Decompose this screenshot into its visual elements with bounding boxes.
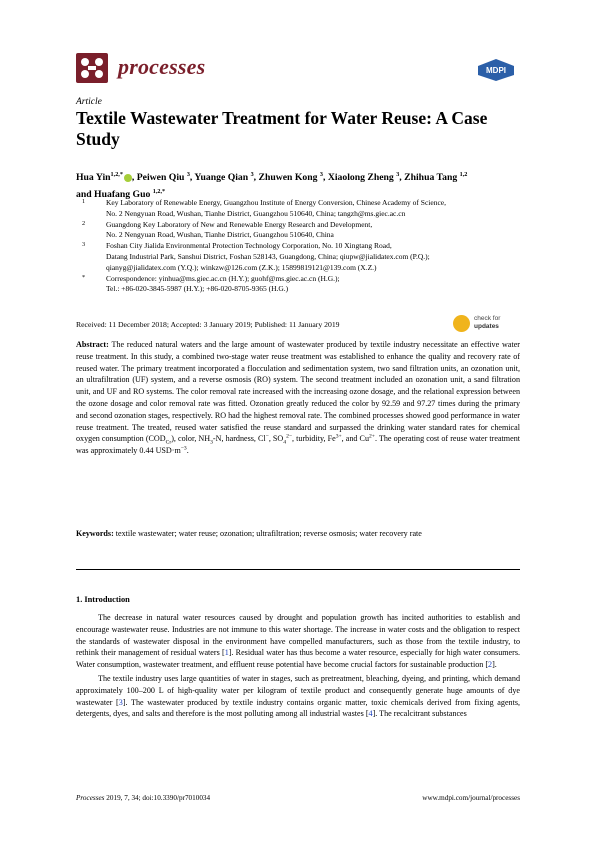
author-name[interactable]: Yuange Qian [194,172,249,184]
paragraph-text: ]. [492,660,497,670]
mdpi-logo-icon [476,58,516,82]
check-for-updates-badge[interactable] [453,314,523,334]
citation-link[interactable]: 2 [488,660,493,670]
author-name[interactable]: Zhuwen Kong [258,172,318,184]
affiliation-line: No. 2 Nengyuan Road, Wushan, Tianhe District, Guangzhou 510640, China; tangzh@ms.giec.ac.cn [106,208,406,218]
keywords-text: textile wastewater; water reuse; ozonation; ultrafiltration; reverse osmosis; water recovery rate [113,529,422,538]
author-affil-sup: 3 [186,171,190,178]
affiliation-line: Foshan City Jialida Environmental Protection Technology Corporation, No. 10 Xingtang Road, [106,241,392,251]
orcid-icon[interactable] [124,174,132,182]
abstract-superscript: 2+ [369,433,375,440]
paragraph-text: The textile industry uses large quantities of water in stages, such as pretreatment, bleaching, dyeing, and printing, which demand approximately 100–200 L of high-quality water per kilogram of textile product and consequently generate huge amounts of dye wastewater [ [76,673,520,707]
footer-journal: Processes [76,794,105,802]
affiliation-number: 3 [82,241,86,249]
abstract [76,339,520,457]
check-badge-line2: updates [474,322,499,330]
affiliation-line: qianyg@jialidatex.com (Y.Q.); winkzw@126.com (Z.K.); 15899819121@139.com (X.Z.) [106,262,377,272]
keywords-label: Keywords: [76,529,114,538]
affiliation-line: Datang Industrial Park, Sanshui District, Foshan 528143, Guangdong, China; qiupw@jialidatex.com (P.Q.); [106,251,430,261]
publication-dates: Received: 11 December 2018; Accepted: 3 January 2019; Published: 11 January 2019 [76,320,340,329]
paragraph-text: The decrease in natural water resources caused by drought and population growth has incited authorities to establish and encourage wastewater reuse. Industries are not immune to this water shortage. The increase in water costs and the obligation to respect the standards of wastewater disposal in the environment have compelled manufacturers, such as those from the textile industry, to rethink their management of residual waters [ [76,613,520,658]
affiliation-number: 2 [82,219,86,227]
paragraph-text: ]. The recalcitrant substances [372,709,467,719]
check-badge-line1: check for [474,315,501,322]
journal-logo-icon [76,53,108,83]
author-affil-sup: 1,2 [459,171,468,178]
author-list: Hua Yin$^{1,2,*}$ , Peiwen Qiu $^3$, Yuange Qian $^3$, Zhuwen Kong $^3$, Xiaolong Zheng $^3$, Zhihua Tang $^{1,2}$ and Huafang Guo $^{1,2,*}$ [76,171,468,200]
correspondence-line: Tel.: +86-020-3845-5987 (H.Y.); +86-020-8705-9365 (H.G.) [106,284,289,294]
affiliation-line: Guangdong Key Laboratory of New and Renewable Energy Research and Development, [106,219,373,229]
abstract-subscript: 4 [283,439,287,446]
keywords [76,528,520,540]
paper-title: Textile Wastewater Treatment for Water Reuse: A Case Study [76,108,488,149]
abstract-text: , and Cu [341,434,369,444]
author-affil-sup: 3 [396,171,400,178]
abstract-text: . [186,446,189,456]
abstract-text: , turbidity, Fe [292,434,336,444]
paragraph-text: ]. Residual water has thus become a water resource, especially for high water consumers. Water consumption, wastewater treatment, and effluent reuse potential have become crucial factors for sustainable production [ [76,648,520,670]
abstract-superscript: −3 [180,445,187,452]
check-updates-icon [453,315,470,332]
correspondence-line: Correspondence: yinhua@ms.giec.ac.cn (H.Y.); guohf@ms.giec.ac.cn (H.G.); [106,273,340,283]
section-heading: 1. Introduction [76,595,130,604]
abstract-superscript: 3+ [335,433,342,440]
affiliation-list [76,198,526,295]
abstract-text: -N, hardness, Cl [212,434,266,444]
abstract-superscript: − [265,433,269,440]
paragraph [76,612,520,671]
author-name[interactable]: Huafang Guo [94,188,151,200]
paragraph-text: ]. The wastewater produced by textile industry contains organic matter, toxic chemicals derived from fixing agents, detergents, dyes, and salts and therefore is the most polluting among all industrial wastes [ [76,697,521,719]
affiliation-line: No. 2 Nengyuan Road, Wushan, Tianhe District, Guangzhou 510640, China [106,230,334,240]
author-affil-sup: 3 [250,171,254,178]
abstract-subscript: 3 [210,439,213,446]
abstract-text: ), color, NH [171,434,211,444]
author-name[interactable]: Hua Yin [76,172,111,184]
citation-link[interactable]: 4 [368,709,373,719]
footer-citation-text: 2019, 7, 34; doi:10.3390/pr7010034 [104,794,211,802]
affiliation-line: Key Laboratory of Renewable Energy, Guangzhou Institute of Energy Conversion, Chinese Academy of Science, [106,198,446,207]
author-name[interactable]: Zhihua Tang [404,172,458,184]
affiliation-item [76,220,526,242]
correspondence-item [76,274,526,296]
author-affil-sup: 1,2,* [152,187,166,195]
citation-link[interactable]: 1 [224,648,229,658]
abstract-label: Abstract: [76,340,109,349]
abstract-text: . The operating cost of reuse water treatment was approximately 0.44 USD·m [76,434,520,456]
paragraph [76,673,520,720]
author-affil-sup: 1,2,* [110,171,123,178]
abstract-subscript: Cr [165,439,172,446]
abstract-text: , SO [268,434,284,444]
svg-text:MDPI: MDPI [486,66,506,75]
author-affil-sup: 3 [319,171,323,178]
article-type: Article [76,97,102,107]
affiliation-item [76,241,526,273]
footer-url[interactable]: www.mdpi.com/journal/processes [422,794,520,802]
author-name[interactable]: Peiwen Qiu [136,172,185,184]
citation-link[interactable]: 3 [118,697,123,707]
affiliation-number: 1 [82,198,86,205]
affiliation-item [76,198,526,220]
author-name[interactable]: Xiaolong Zheng [327,172,394,184]
journal-name: processes [118,54,206,79]
section-body [76,612,520,722]
abstract-text: The reduced natural waters and the large amount of wastewater produced by textile industry necessitate an effective water reuse treatment. In this study, a combined two-stage water reuse treatment was established to enhance the quality and recovery rate of reused water. The primary treatment incorporated a flocculation and sedimentation system, two sand filtration units, an ozonation unit, an ultrafiltration (UF) system, and a reverse osmosis (RO) system. The second treatment included an ozonation unit, a sand filtration unit, and UF and RO systems. The color removal rate increased with the increasing ozone dosage, and the relational expression between the ozone dosage and color removal rate was fitted. Ozonation greatly reduced the color by 92.59 and 97.27 times during the primary and second ozonation stages, respectively. RO had the highest removal rate. The combined processes showed good performance in water reuse treatment. The treated, reused water satisfied the reuse standard and surpassed the drinking water standard rates for chemical oxygen consumption (COD [76,340,520,444]
section-divider [76,569,520,570]
footer-citation [76,794,210,802]
affiliation-number: * [82,273,86,281]
abstract-superscript: 2− [286,433,293,440]
